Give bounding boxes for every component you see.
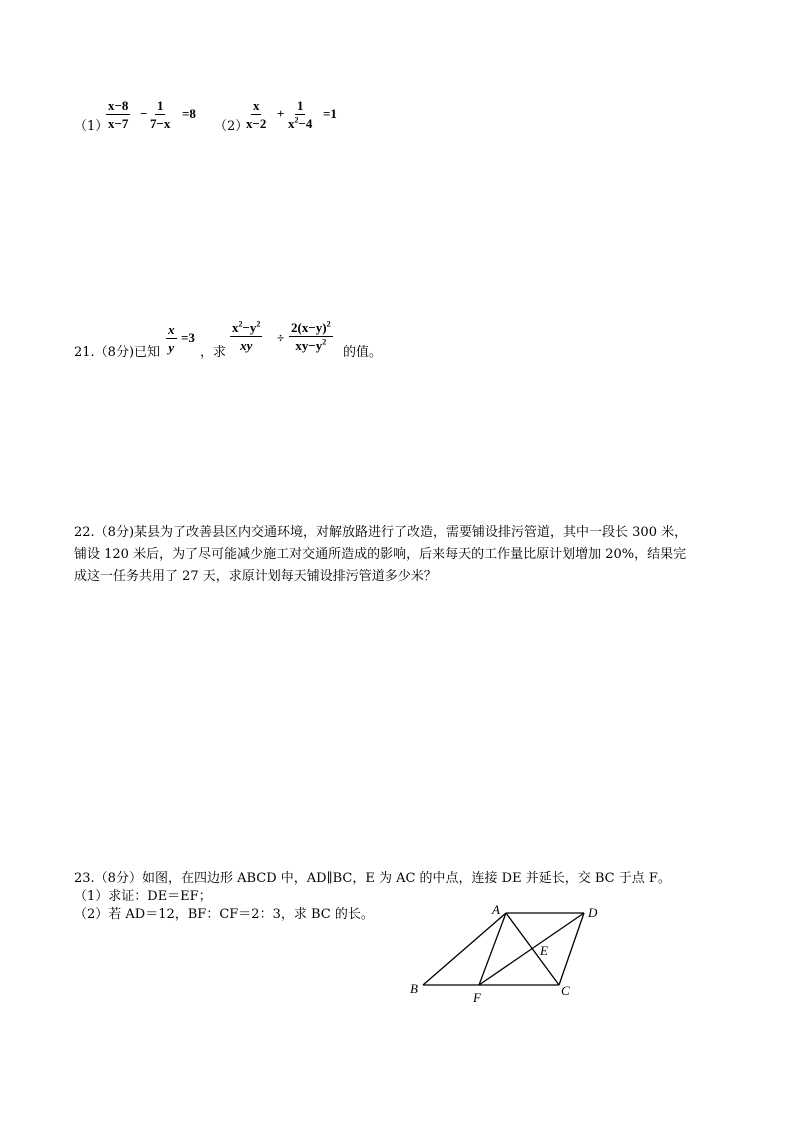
q20-part1-minus: − <box>140 106 148 121</box>
q21-suffix: 的值。 <box>343 345 383 360</box>
vertex-label-a: A <box>492 902 500 917</box>
fraction-denominator <box>286 115 314 131</box>
den-exponent: 2 <box>294 115 299 125</box>
q20-part2-fraction-2 <box>286 98 314 131</box>
q20-part1-fraction-2 <box>148 98 172 131</box>
q21-expression-fraction-1 <box>230 320 262 353</box>
quadrilateral-figure <box>400 898 610 1008</box>
fraction-numerator: x−8 <box>108 98 129 113</box>
q23-line-1: 23.（8分）如图，在四边形 ABCD 中，AD∥BC，E 为 AC 的中点，连接 DE 并延长，交 BC 于点 F。 <box>74 871 671 886</box>
vertex-label-c: C <box>561 983 570 998</box>
fraction-denominator: xy <box>240 338 253 353</box>
segment-ab <box>423 913 506 985</box>
term: xy−y <box>295 338 323 353</box>
fraction-numerator: x <box>168 322 175 337</box>
fraction-denominator: x−7 <box>108 116 129 131</box>
q22-line-1: 22.（8分)某县为了改善县区内交通环境，对解放路进行了改造，需要铺设排污管道，其中一段长 300 米， <box>74 525 688 540</box>
q20-part2-plus: + <box>277 106 285 121</box>
den-base: x <box>288 116 295 131</box>
fraction-numerator: x <box>252 98 260 113</box>
term: −y <box>242 320 257 335</box>
segment-af <box>479 913 506 985</box>
fraction-numerator <box>230 320 262 337</box>
fraction-numerator: 1 <box>156 98 164 113</box>
q20-part2-fraction-1 <box>244 98 268 131</box>
fraction-denominator <box>293 337 328 353</box>
q21-condition-fraction <box>166 322 177 355</box>
exponent: 2 <box>322 337 327 347</box>
vertex-label-b: B <box>410 981 418 996</box>
fraction-denominator: y <box>168 340 175 355</box>
fraction-denominator: x−2 <box>246 116 267 131</box>
fraction-numerator <box>289 320 333 337</box>
vertex-label-e: E <box>540 943 548 958</box>
q20-part1-rhs: =8 <box>182 106 196 121</box>
den-rest: −4 <box>298 116 313 131</box>
q21-mid-text: ，求 <box>200 345 227 360</box>
q20-part2-rhs: =1 <box>323 106 337 121</box>
q20-part1-label: （1） <box>74 119 109 134</box>
q23-line-3: （2）若 AD＝12，BF：CF＝2：3，求 BC 的长。 <box>74 907 374 922</box>
fraction-denominator: 7−x <box>150 116 171 131</box>
vertex-label-d: D <box>588 905 598 920</box>
fraction-numerator: 1 <box>296 98 304 113</box>
vertex-label-f: F <box>473 990 481 1005</box>
term: x <box>232 320 239 335</box>
exponent: 2 <box>256 319 261 329</box>
exponent: 2 <box>238 319 243 329</box>
q20-part2-label: （2） <box>214 119 249 134</box>
segment-df <box>479 913 584 985</box>
term: 2(x−y) <box>291 320 327 335</box>
q23-line-2: （1）求证：DE＝EF； <box>74 889 212 904</box>
q21-divide-sign: ÷ <box>277 330 285 345</box>
q21-prefix: 21.（8分)已知 <box>74 345 161 360</box>
exponent: 2 <box>326 319 331 329</box>
q22-line-3: 成这一任务共用了 27 天，求原计划每天铺设排污管道多少米？ <box>74 569 437 584</box>
segment-dc <box>559 913 584 985</box>
q21-expression-fraction-2 <box>289 320 333 353</box>
q20-part1-fraction-1 <box>106 98 130 131</box>
q21-condition-rhs: =3 <box>181 330 195 345</box>
q22-line-2: 铺设 120 米后，为了尽可能减少施工对交通所造成的影响，后来每天的工作量比原计划增加 20%，结果完 <box>74 547 687 562</box>
